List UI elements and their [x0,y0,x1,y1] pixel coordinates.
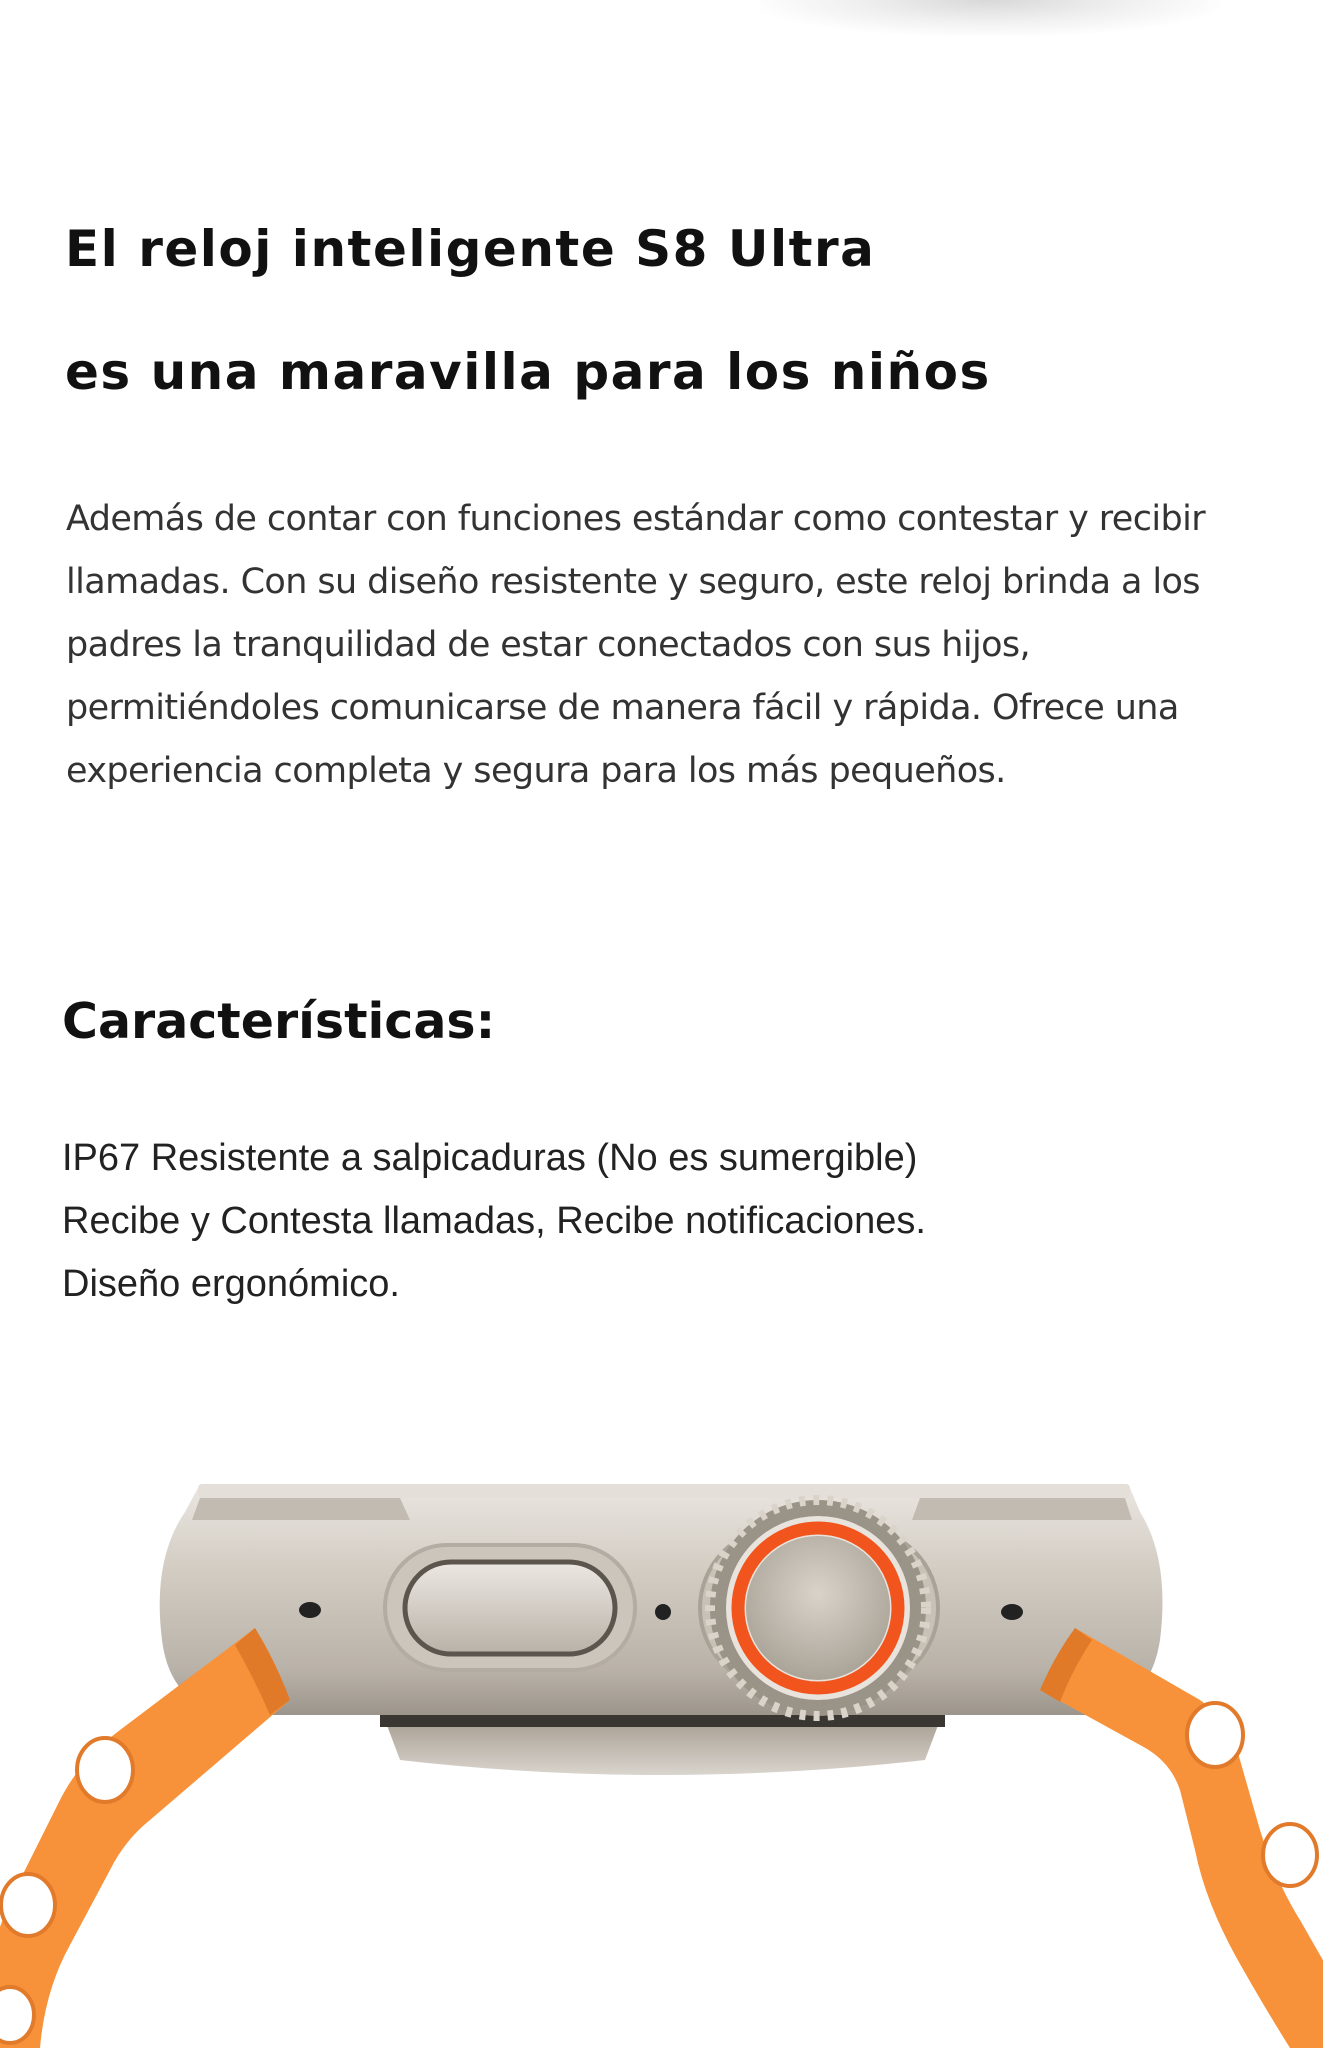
case-seam [380,1715,945,1727]
action-button [405,1562,615,1654]
case-highlight [912,1498,1132,1520]
case-top-edge [198,1484,1130,1498]
features-list [62,1127,926,1316]
feature-item: Recibe y Contesta llamadas, Recibe notificaciones. [62,1200,926,1242]
watch-case [160,1488,1163,1715]
headline-line-2: es una maravilla para los niños [65,343,991,401]
intro-line: experiencia completa y segura para los más pequeños. [66,751,1006,791]
intro-line: Además de contar con funciones estándar como contestar y recibir [66,499,1205,539]
feature-item: Diseño ergonómico. [62,1263,400,1305]
speaker-hole [1001,1604,1023,1620]
mic-hole [655,1604,671,1620]
headline-line-1: El reloj inteligente S8 Ultra [65,220,876,278]
case-highlight [192,1498,410,1520]
sensor-plate [385,1720,940,1775]
intro-paragraph [66,488,1296,803]
strap-right [1040,1628,1323,2048]
intro-line: llamadas. Con su diseño resistente y seguro, este reloj brinda a los [66,562,1200,602]
speaker-hole [299,1602,321,1618]
digital-crown-face [746,1536,890,1680]
feature-item: IP67 Resistente a salpicaduras (No es sumergible) [62,1137,918,1179]
top-shadow [760,0,1220,36]
intro-line: permitiéndoles comunicarse de manera fácil y rápida. Ofrece una [66,688,1179,728]
intro-line: padres la tranquilidad de estar conectados con sus hijos, [66,625,1031,665]
strap-left [0,1628,290,2048]
features-title: Características: [62,993,496,1050]
smartwatch-side-image [0,1460,1323,2048]
